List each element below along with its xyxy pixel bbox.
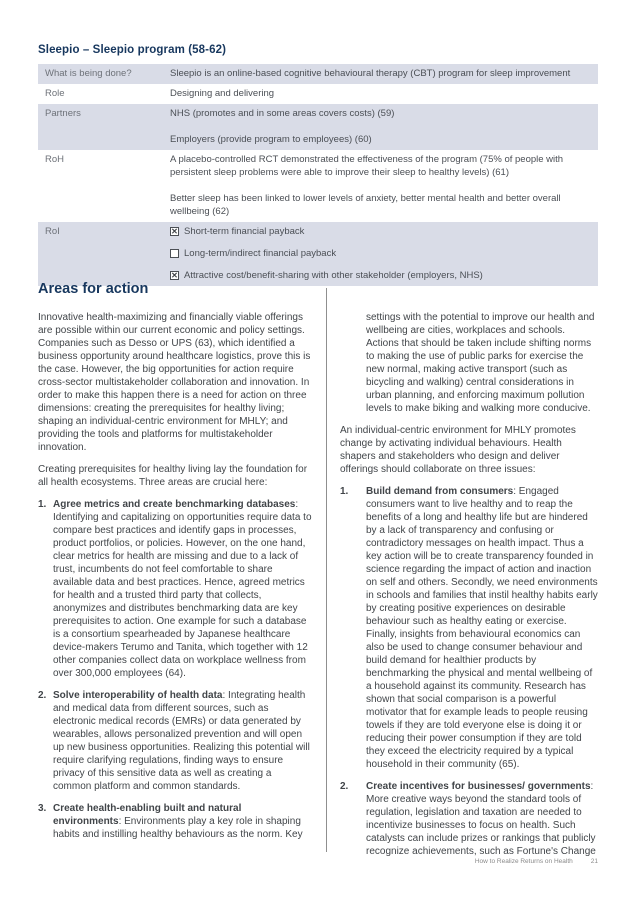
row-label: RoI [45, 226, 60, 237]
row-value-text: Better sleep has been linked to lower levels of anxiety, better mental health and better overall wellbeing (62) [170, 193, 561, 217]
checkbox-option [170, 269, 592, 282]
list-item-body: : Environments play a key role in shaping habits and instilling healthy behaviours as the norm. Key [53, 816, 303, 840]
table-row-role [38, 84, 598, 104]
row-value-text: A placebo-controlled RCT demonstrated the effectiveness of the program (75% of people with persistent sleep problems were able to improve their sleep to healthy levels) (61) [170, 154, 564, 178]
list-item [340, 485, 599, 771]
footer-doc-title: How to Realize Returns on Health [474, 858, 573, 865]
table-row-roi [38, 222, 598, 286]
row-value-text: Employers (provide program to employees) (60) [170, 134, 372, 145]
table-row-partners [38, 104, 598, 150]
list-number: 1. [38, 499, 47, 510]
list-item-title: Create health-enabling built and natural environments [53, 803, 242, 827]
row-value [170, 64, 598, 84]
paragraph: Innovative health-maximizing and financially viable offerings are possible within our current economic and policy settings. Companies such as Desso or UPS (63), which identified a business opportunity around healthcare logistics, prove this is the case. However, the big opportunities for action require cross-sector multistakeholder collaboration and innovation. In order to make this happen there is a need for action on three dimensions: creating the prerequisites for healthy living; shaping an individual-centric environment for MHLY; and providing the tools and platforms for multistakeholder innovation. [38, 312, 311, 453]
page-footer [475, 858, 598, 865]
row-value [170, 84, 598, 104]
list-item-title: Create incentives for businesses/ governments [366, 781, 591, 792]
program-info-table [38, 64, 598, 286]
section-heading: Areas for action [38, 281, 149, 297]
program-title: Sleepio – Sleepio program (58-62) [38, 44, 226, 56]
list-item-text [53, 689, 312, 793]
checkbox-icon [170, 227, 179, 236]
list-number: 2. [38, 690, 47, 701]
table-row-roh [38, 150, 598, 222]
row-label: RoH [45, 154, 65, 165]
checkbox-label: Short-term financial payback [184, 226, 305, 237]
checkbox-label: Attractive cost/benefit-sharing with other stakeholder (employers, NHS) [184, 270, 483, 281]
paragraph: Creating prerequisites for healthy living lay the foundation for all health ecosystems. Three areas are crucial here: [38, 464, 308, 488]
checkbox-icon [170, 271, 179, 280]
checkbox-label: Long-term/indirect financial payback [184, 248, 337, 259]
list-number: 2. [340, 781, 349, 792]
list-item-body: : Identifying and capitalizing on opportunities require data to compare best practices and identify gaps in processes, product portfolios, or policies. However, on the one hand, clear metrics for health are missing and due to a lack of trust, incumbents do not feel comfortable to share available data and best practices. Hence, agreed metrics for health and a trusted third party that collects, anonymizes and distributes benchmarking data are key prerequisites to action. One example for such a database is a consortium spearheaded by Japanese healthcare device-makers Terumo and Tanita, which together with 12 other companies collect data on workplace wellness from over 300,000 employees (64). [53, 499, 312, 679]
row-label: Role [45, 88, 65, 99]
body-column-left [38, 311, 312, 841]
row-value-text: Designing and delivering [170, 88, 275, 99]
list-item-body: : Integrating health and medical data from different sources, such as electronic medical records (EMRs) or data generated by wearables, allows personalized prevention and will open up new business opportunities. Realizing this potential will require clarifying regulations, finding ways to ensure privacy of this sensitive data as well as creating a common platform and common standards. [53, 690, 310, 792]
list-item-text [366, 485, 599, 771]
list-item-text [53, 498, 312, 680]
list-item [38, 802, 312, 841]
checkbox-icon [170, 249, 179, 258]
row-label: What is being done? [45, 68, 132, 79]
row-value [170, 150, 598, 222]
list-item-text [366, 780, 599, 858]
footer-page-number: 21 [590, 858, 598, 865]
row-label: Partners [45, 108, 81, 119]
checkbox-option [170, 225, 592, 238]
list-item [340, 780, 599, 858]
list-number: 3. [38, 803, 47, 814]
list-item [38, 498, 312, 680]
row-value [170, 222, 598, 286]
paragraph-continuation: settings with the potential to improve our health and wellbeing are cities, workplaces and schools. Actions that should be taken include shifting norms to making the use of public parks for exercise the new normal, making active transport (such as bicycling and walking) central considerations in urban planning, and enforcing maximum pollution levels to make biking and walking more conducive. [366, 312, 595, 414]
row-value-text: Sleepio is an online-based cognitive behavioural therapy (CBT) program for sleep improvement [170, 68, 571, 79]
list-item-body: : Engaged consumers want to live healthy and to reap the benefits of a long and healthy life but are hindered by a lack of transparency and confusing or contradictory messages on health impact. Thus a key action will be to create transparency founded in science regarding the impact of action and inaction on self and others. Secondly, we need environments in schools and families that instil healthy habits early by creating positive experiences on desirable behaviour such as healthy eating or exercise. Finally, insights from behavioural economics can also be used to change consumer behaviour and build demand for healthier products by benchmarking the physical and mental wellbeing of a household against its community. Research has shown that social comparison is a powerful motivator that for example leads to people reusing towels if they are told everyone else is doing it or reducing their power consumption if they are told they exceed the electricity required by a typical household in their community (65). [366, 486, 598, 770]
list-item-text [53, 802, 312, 841]
checkbox-option [170, 247, 592, 260]
body-column-right [340, 311, 599, 858]
column-divider [326, 288, 327, 852]
list-item-title: Agree metrics and create benchmarking databases [53, 499, 296, 510]
paragraph: An individual-centric environment for MHLY promotes change by activating individual behaviours. Health shapers and stakeholders who design and deliver offerings should collaborate on three issues: [340, 425, 576, 475]
list-item-title: Solve interoperability of health data [53, 690, 223, 701]
list-number: 1. [340, 486, 349, 497]
row-value-text: NHS (promotes and in some areas covers costs) (59) [170, 108, 395, 119]
list-item-body: : More creative ways beyond the standard tools of regulation, legislation and taxation are needed to incentivize businesses to focus on health. Such catalysts can include prizes or rankings that publicly recognize achievements, such as Fortune's Change [366, 781, 596, 857]
list-item-title: Build demand from consumers [366, 486, 514, 497]
list-item [38, 689, 312, 793]
table-row-what [38, 64, 598, 84]
row-value [170, 104, 598, 150]
